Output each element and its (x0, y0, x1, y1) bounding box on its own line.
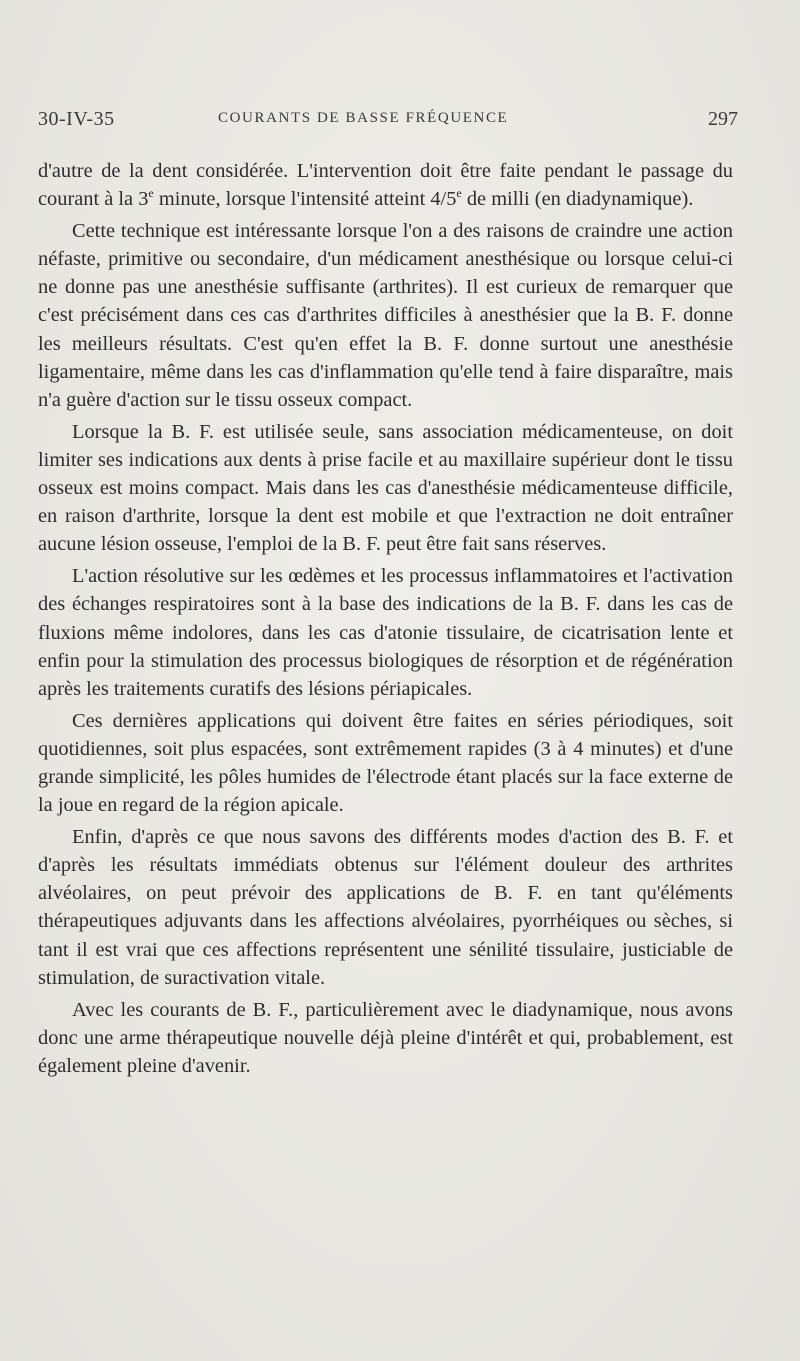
paragraph: Ces dernières applications qui doivent être faites en séries périodiques, soit quotidiennes, soit plus espacées, sont extrêmement rapides (3 à 4 minutes) et d'une grande simplicité, les pôles humides de l'électrode étant placés sur la face externe de la joue en regard de la région apicale. (38, 709, 733, 817)
paragraph: Avec les courants de B. F., particulièrement avec le diadynamique, nous avons donc une arme thérapeutique nouvelle déjà pleine d'intérêt et qui, probablement, est également pleine d'avenir. (38, 998, 733, 1077)
superscript: e (148, 186, 154, 201)
running-header (38, 108, 738, 138)
paragraph-continuation (38, 157, 733, 213)
superscript: e (456, 186, 462, 201)
paragraph: L'action résolutive sur les œdèmes et les processus inflammatoires et l'activation des échanges respiratoires sont à la base des indications de la B. F. dans les cas de fluxions même indolores, dans les cas d'atonie tissulaire, de cicatrisation lente et enfin pour la stimulation des processus biologiques de résorption et de régénération après les traitements curatifs des lésions périapicales. (38, 565, 733, 700)
paragraph-text-part: de milli (en diadynamique). (461, 188, 694, 211)
paragraph-text-part: minute, lorsque l'intensité atteint 4/5 (153, 188, 457, 211)
paragraph-text-part: d'autre de la dent considérée. L'intervention doit être faite pendant le passage du courant à la 3 (38, 160, 733, 211)
page-number: 297 (708, 108, 738, 130)
paragraph: Enfin, d'après ce que nous savons des différents modes d'action des B. F. et d'après les résultats immédiats obtenus sur l'élément douleur des arthrites alvéolaires, on peut prévoir des applications de B. F. en tant qu'éléments thérapeutiques adjuvants dans les affections alvéolaires, pyorrhéiques ou sèches, si tant il est vrai que ces affections représentent une sénilité tissulaire, justiciable de stimulation, de suractivation vitale. (38, 826, 733, 989)
body-text (38, 157, 733, 1084)
header-title: COURANTS DE BASSE FRÉQUENCE (218, 110, 509, 126)
paragraph: Cette technique est intéressante lorsque l'on a des raisons de craindre une action néfaste, primitive ou secondaire, d'un médicament anesthésique ou lorsque celui-ci ne donne pas une anesthésie suffisante (arthrites). Il est curieux de remarquer que c'est précisément dans ces cas d'arthrites difficiles à anesthésier que la B. F. donne les meilleurs résultats. C'est qu'en effet la B. F. donne surtout une anesthésie ligamentaire, même dans les cas d'inflammation qu'elle tend à faire disparaître, mais n'a guère d'action sur le tissu osseux compact. (38, 220, 733, 411)
paragraph: Lorsque la B. F. est utilisée seule, sans association médicamenteuse, on doit limiter ses indications aux dents à prise facile et au maxillaire supérieur dont le tissu osseux est moins compact. Mais dans les cas d'anesthésie médicamenteuse difficile, en raison d'arthrite, lorsque la dent est mobile et que l'extraction ne doit entraîner aucune lésion osseuse, l'emploi de la B. F. peut être fait sans réserves. (38, 420, 733, 556)
header-date: 30-IV-35 (38, 108, 115, 130)
